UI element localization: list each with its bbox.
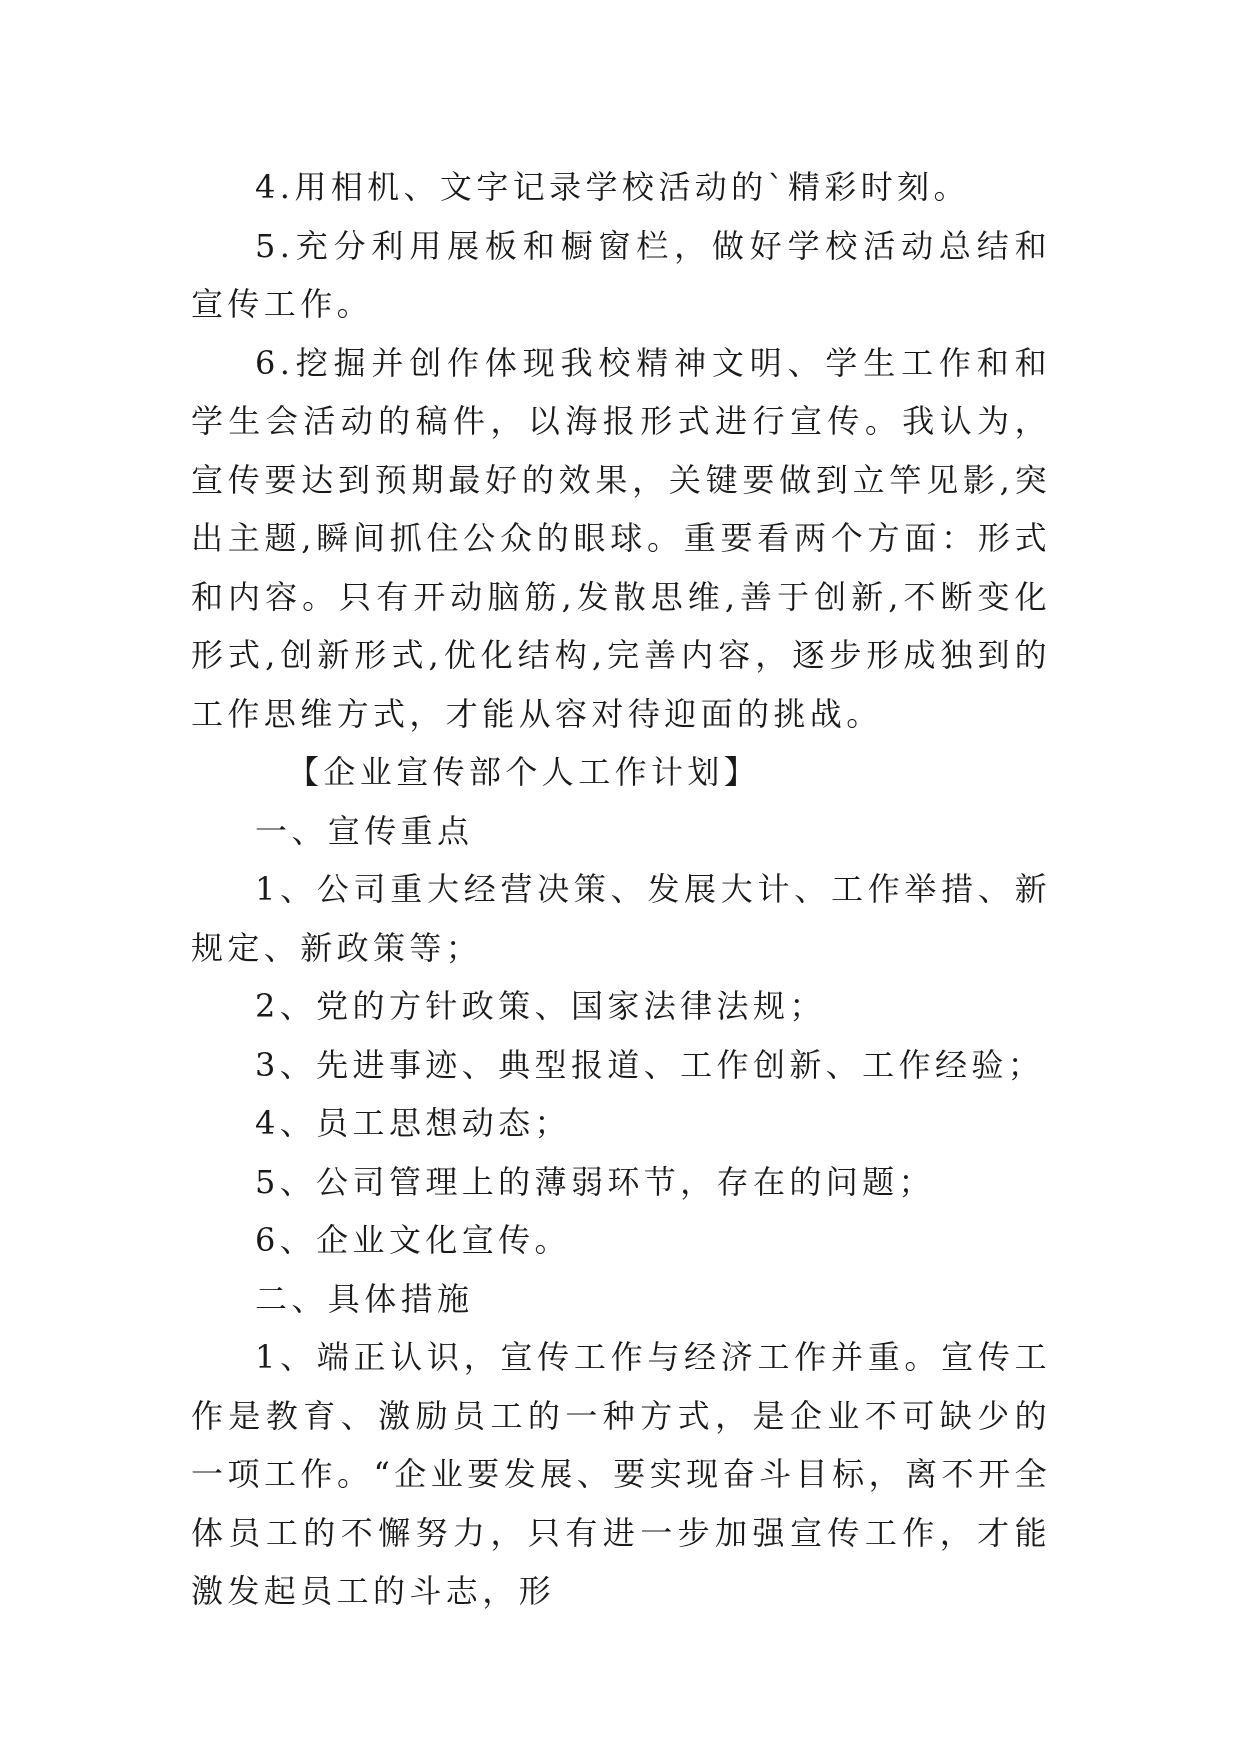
list-item-6: 6、企业文化宣传。 <box>255 1221 571 1259</box>
paragraph-item-6: 6.挖掘并创作体现我校精神文明、学生工作和和学生会活动的稿件，以海报形式进行宣传。我认为，宣传要达到预期最好的效果，关键要做到立竿见影,突出主题,瞬间抓住公众的眼球。重要看两个方面：形式和内容。只有开动脑筋,发散思维,善于创新,不断变化形式,创新形式,优化结构,完善内容，逐步形成独到的工作思维方式，才能从容对待迎面的挑战。 <box>191 343 1051 733</box>
list-item-3: 3、先进事迹、典型报道、工作创新、工作经验； <box>255 1045 1045 1084</box>
section-heading-2: 二、具体措施 <box>255 1279 474 1318</box>
list-item-1: 1、公司重大经营决策、发展大计、工作举措、新规定、新政策等； <box>191 870 1051 967</box>
section-heading-1: 一、宣传重点 <box>255 811 474 850</box>
list-item-4: 4、员工思想动态； <box>255 1104 571 1142</box>
paragraph-item-5: 5.充分利用展板和橱窗栏，做好学校活动总结和宣传工作。 <box>191 226 1051 323</box>
document-body <box>191 158 1051 1621</box>
measure-item-1: 1、端正认识，宣传工作与经济工作并重。宣传工作是教育、激励员工的一种方式，是企业不可缺少的一项工作。“企业要发展、要实现奋斗目标，离不开全体员工的不懈努力，只有进一步加强宣传工作，才能激发起员工的斗志，形 <box>191 1338 1051 1610</box>
list-item-2: 2、党的方针政策、国家法律法规； <box>255 987 826 1025</box>
list-item-5: 5、公司管理上的薄弱环节，存在的问题； <box>255 1162 935 1201</box>
paragraph-item-4: 4.用相机、文字记录学校活动的`精彩时刻。 <box>255 168 970 206</box>
section-title: 【企业宣传部个人工作计划】 <box>287 753 761 791</box>
